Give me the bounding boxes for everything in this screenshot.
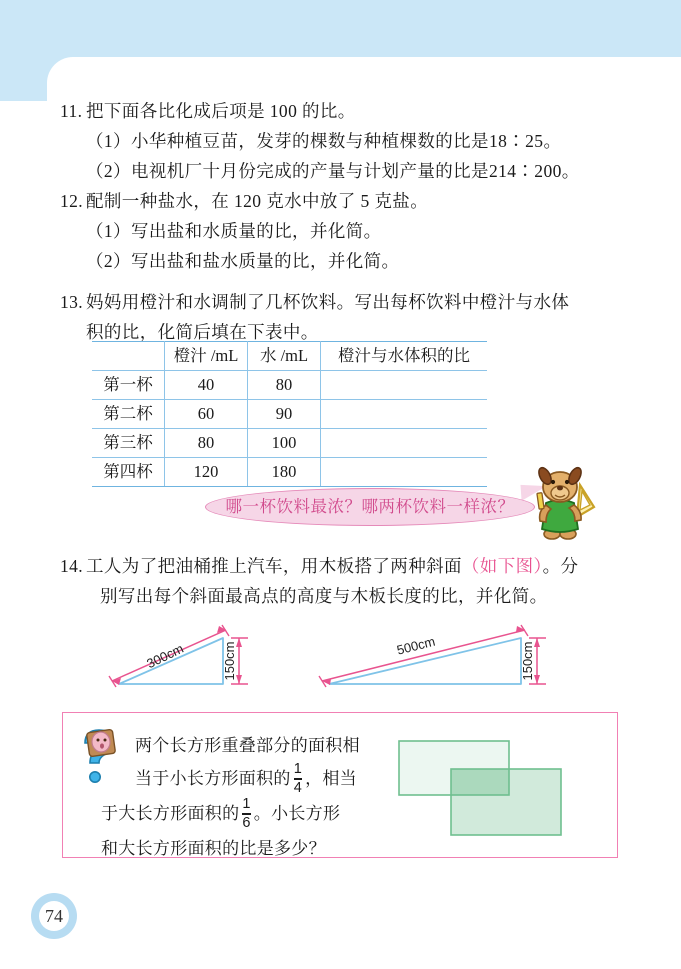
question-11-number: 11. [60, 101, 83, 121]
table-cell-water-1: 80 [248, 371, 321, 400]
overlapping-rectangles-diagram [395, 731, 607, 841]
ramp-diagrams [95, 608, 575, 700]
table-cell-ratio-4[interactable] [321, 458, 488, 487]
table-row-label-2: 第二杯 [92, 400, 165, 429]
table-row-label-4: 第四杯 [92, 458, 165, 487]
fraction-1-numerator: 1 [293, 761, 303, 778]
question-12-stem [60, 186, 640, 216]
table-row [92, 371, 487, 400]
ramp-1-height-dimension [222, 638, 248, 684]
table-header-ratio: 橙汁与水体积的比 [321, 342, 488, 371]
question-14-stem-text-b: 。分 [542, 556, 579, 576]
question-11-stem-text: 把下面各比化成后项是 100 的比。 [86, 101, 356, 121]
think-box [62, 712, 618, 858]
think-box-line-3b: 。小长方形 [253, 803, 341, 823]
ramp-2-height-dimension [520, 638, 546, 684]
ramp-2-height-label: 150cm [520, 641, 535, 681]
table-cell-water-3: 100 [248, 429, 321, 458]
question-13-number: 13. [60, 292, 84, 312]
question-12-item-1: （1）写出盐和水质量的比，并化简。 [86, 221, 382, 241]
table-cell-water-4: 180 [248, 458, 321, 487]
overlap-region [451, 769, 509, 795]
fraction-one-quarter [294, 762, 302, 795]
page-number [31, 893, 77, 939]
fraction-2-numerator: 1 [242, 796, 251, 813]
table-cell-ratio-1[interactable] [321, 371, 488, 400]
ramp-1-slope-label: 300cm [144, 640, 186, 672]
think-box-line-1: 两个长方形重叠部分的面积相 [135, 736, 360, 755]
think-box-line-3 [101, 797, 391, 832]
table-row [92, 429, 487, 458]
question-12-number: 12. [60, 191, 84, 211]
think-box-line-2b: ，相当 [305, 769, 357, 788]
ramp-2-slope-label: 500cm [395, 633, 437, 658]
speech-bubble-text: 哪一杯饮料最浓？哪两杯饮料一样浓？ [225, 497, 515, 516]
question-13 [60, 287, 640, 347]
table-cell-ratio-3[interactable] [321, 429, 488, 458]
ramp-diagram-2 [319, 625, 546, 687]
speech-bubble [205, 488, 535, 526]
top-banner-rounded-notch [47, 57, 73, 83]
table-row-label-1: 第一杯 [92, 371, 165, 400]
ramp-diagram-1 [109, 625, 248, 687]
top-decorative-banner [0, 0, 681, 57]
fraction-1-denominator: 4 [293, 779, 303, 796]
question-11-item-1: （1）小华种植豆苗，发芽的棵数与种植棵数的比是18∶25。 [86, 131, 562, 151]
drink-ratio-table [92, 341, 487, 487]
fraction-one-sixth [242, 797, 250, 830]
think-box-line-2 [101, 762, 391, 797]
think-box-line-2a: 当于小长方形面积的 [135, 769, 291, 788]
top-banner-left-strip [0, 57, 47, 101]
question-14-number: 14. [60, 556, 84, 576]
question-14-stem-highlight: （如下图） [461, 556, 543, 576]
table-row [92, 400, 487, 429]
table-cell-juice-2: 60 [165, 400, 248, 429]
page-number-text: 74 [45, 906, 63, 926]
think-box-text [101, 729, 391, 865]
ramp-1-height-label: 150cm [222, 641, 237, 681]
ramp-1-slope-dimension [109, 625, 229, 687]
dog-mascot-icon [524, 463, 596, 541]
question-11 [60, 96, 640, 186]
fraction-2-denominator: 6 [242, 814, 251, 831]
table-row-label-3: 第三杯 [92, 429, 165, 458]
question-11-stem [60, 96, 640, 126]
think-box-line-3a: 于大长方形面积的 [101, 803, 240, 823]
question-14-stem-line-1 [60, 551, 640, 581]
table-header-water: 水 /mL [248, 342, 321, 371]
question-12-stem-text: 配制一种盐水，在 120 克水中放了 5 克盐。 [86, 191, 429, 211]
question-11-item-2: （2）电视机厂十月份完成的产量与计划产量的比是214∶200。 [86, 161, 580, 181]
table-cell-ratio-2[interactable] [321, 400, 488, 429]
table-header-juice: 橙汁 /mL [165, 342, 248, 371]
question-12-item-2: （2）写出盐和盐水质量的比，并化简。 [86, 251, 400, 271]
ramp-2-slope-dimension [319, 625, 528, 687]
question-13-stem-line-2: 积的比，化简后填在下表中。 [86, 322, 319, 342]
table-header-corner [92, 342, 165, 371]
table-cell-juice-1: 40 [165, 371, 248, 400]
table-cell-water-2: 90 [248, 400, 321, 429]
think-box-line-4: 和大长方形面积的比是多少？ [101, 838, 326, 858]
question-12 [60, 186, 640, 276]
question-14 [60, 551, 640, 611]
question-14-stem-text-a: 工人为了把油桶推上汽车，用木板搭了两种斜面 [86, 556, 462, 576]
question-14-stem-line-2: 别写出每个斜面最高点的高度与木板长度的比，并化简。 [100, 586, 548, 606]
table-cell-juice-3: 80 [165, 429, 248, 458]
question-13-stem-line-1 [60, 287, 640, 317]
table-cell-juice-4: 120 [165, 458, 248, 487]
question-13-stem-text-1: 妈妈用橙汁和水调制了几杯饮料。写出每杯饮料中橙汁与水体 [86, 292, 570, 312]
table-header-row [92, 342, 487, 371]
table-row [92, 458, 487, 487]
